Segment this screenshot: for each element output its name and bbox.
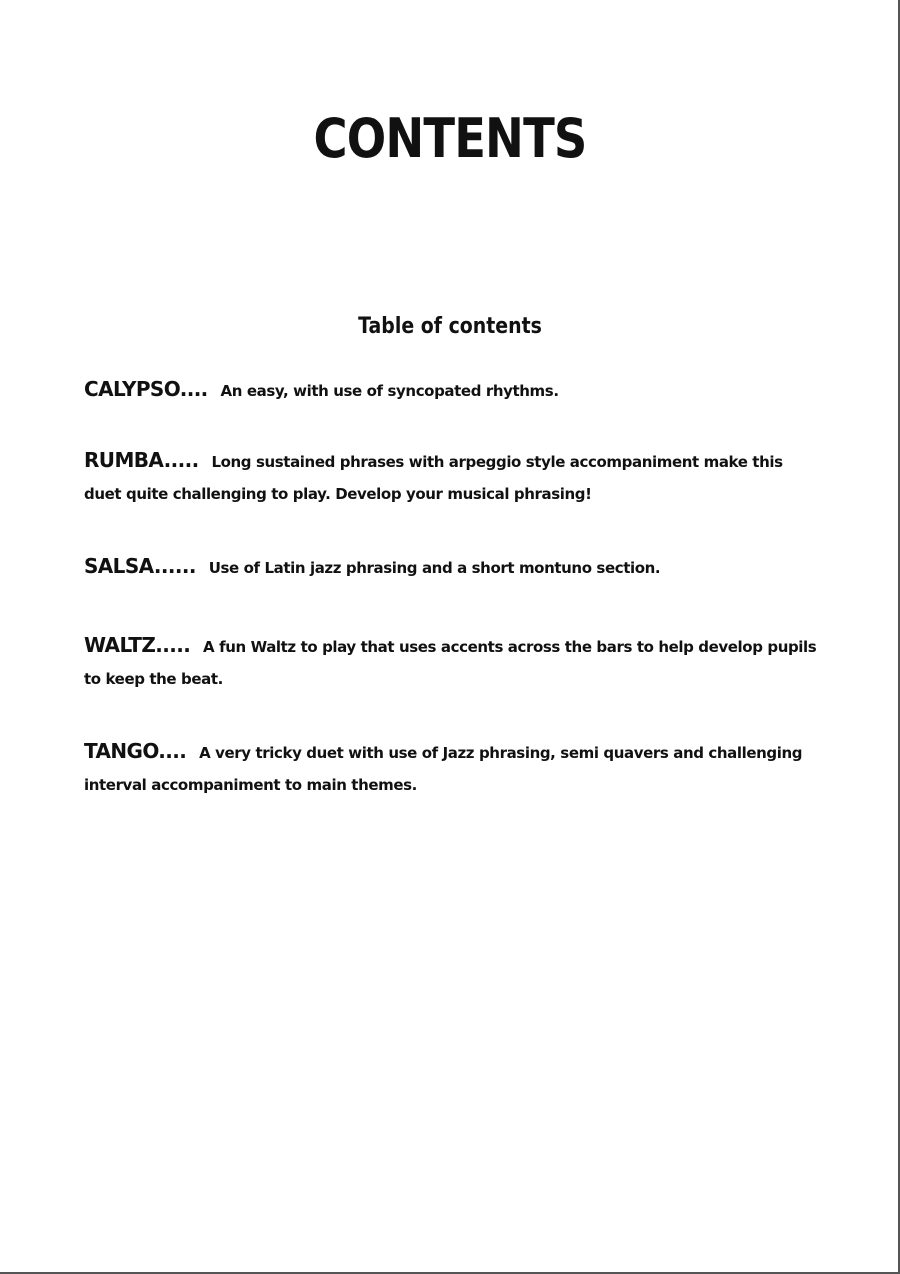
- toc-entry-calypso: [84, 373, 824, 407]
- toc-entry-description: Use of Latin jazz phrasing and a short montuno section.: [208, 559, 661, 577]
- toc-entry-description: A very tricky duet with use of Jazz phrasing, semi quavers and challenging interval accompaniment to main themes.: [84, 744, 803, 794]
- toc-entry-name: CALYPSO....: [84, 377, 208, 401]
- toc-entry-name: SALSA......: [84, 554, 196, 578]
- page-title: CONTENTS: [313, 107, 587, 171]
- toc-entry-name: TANGO....: [84, 739, 187, 763]
- toc-entry-description: A fun Waltz to play that uses accents across the bars to help develop pupils to keep the beat.: [84, 638, 817, 688]
- toc-entry-waltz: [84, 629, 824, 695]
- toc-entry-tango: [84, 735, 824, 801]
- toc-entry-name: WALTZ.....: [84, 633, 191, 657]
- toc-entry-salsa: [84, 550, 824, 584]
- toc-entry-name: RUMBA.....: [84, 448, 199, 472]
- toc-entry-description: An easy, with use of syncopated rhythms.: [220, 382, 559, 400]
- toc-entry-rumba: [84, 444, 824, 510]
- toc-heading: Table of contents: [358, 314, 542, 340]
- toc-entry-description: Long sustained phrases with arpeggio style accompaniment make this duet quite challenging to play. Develop your musical phrasing!: [84, 453, 783, 503]
